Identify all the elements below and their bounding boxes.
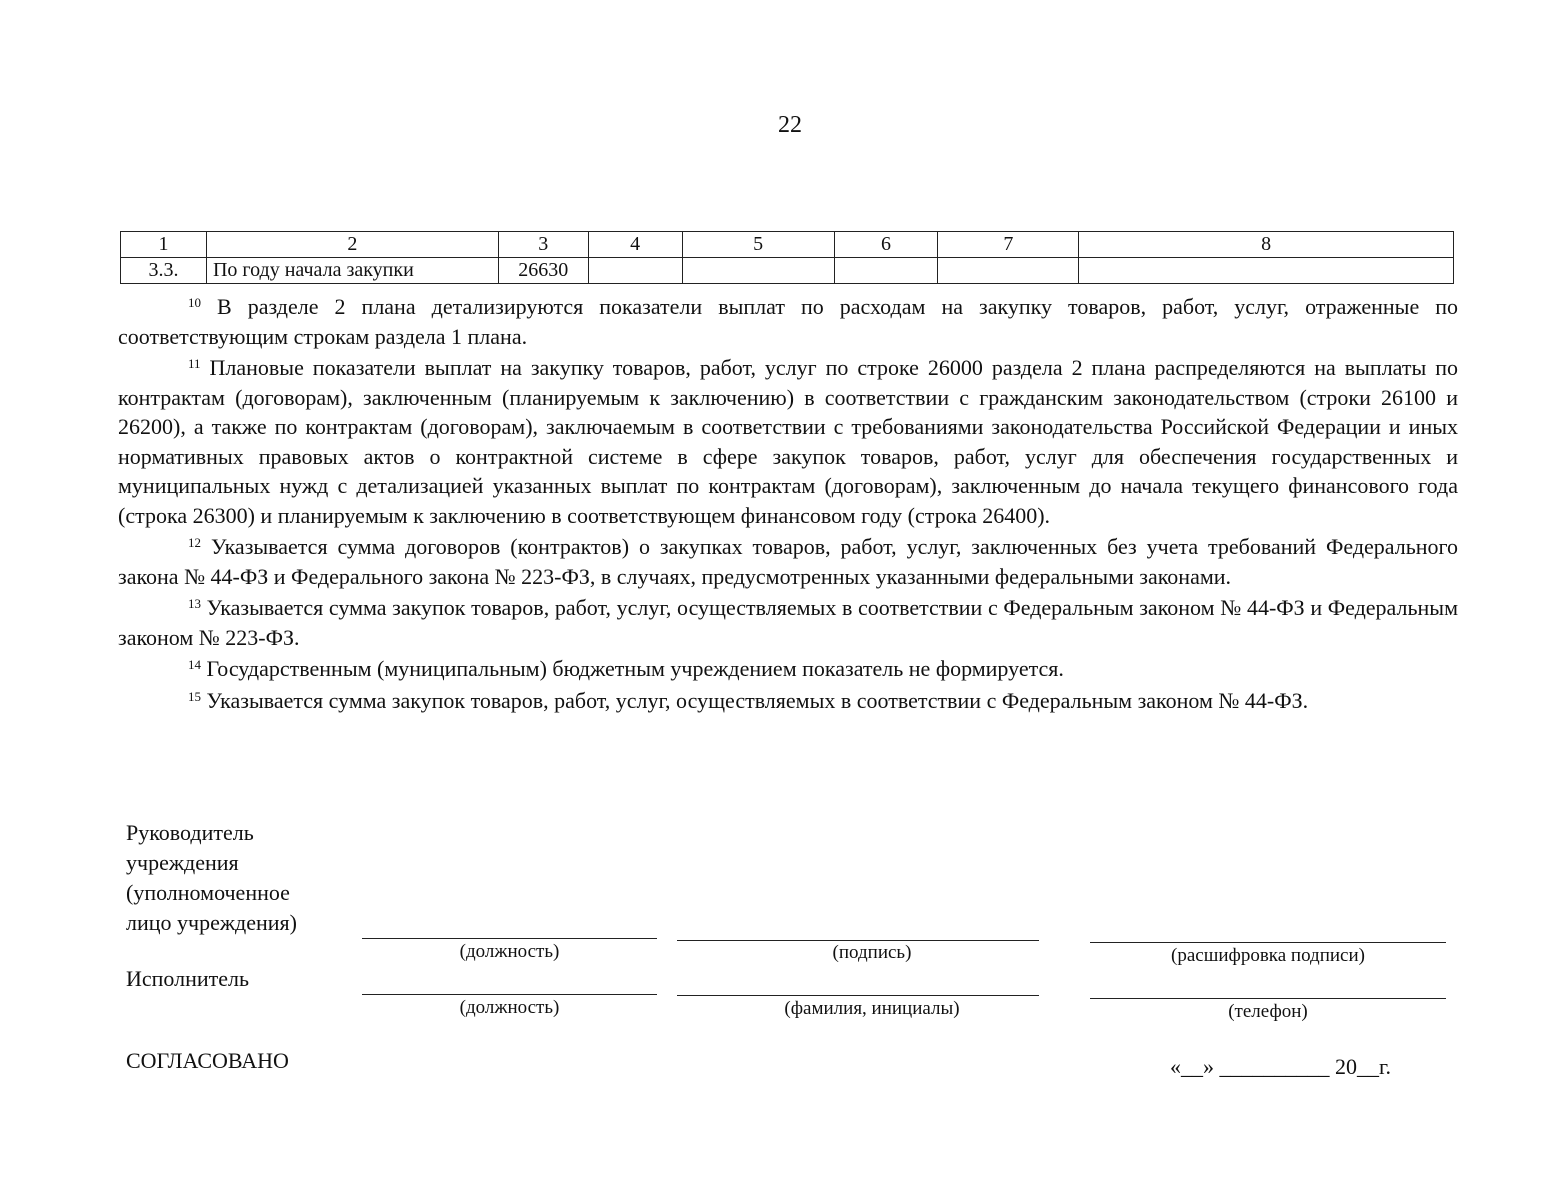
table-cell — [834, 258, 938, 284]
table-header-cell: 3 — [498, 232, 588, 258]
executor-position-line[interactable] — [362, 994, 657, 995]
signature-decoding-caption: (расшифровка подписи) — [1171, 945, 1365, 966]
footnote-text: Указывается сумма закупок товаров, работ, услуг, осуществляемых в соответствии с Федеральным законом № 44-ФЗ. — [206, 687, 1309, 713]
footnote-number: 11 — [188, 356, 201, 371]
position-signature-line[interactable] — [362, 938, 657, 939]
table-cell — [682, 258, 834, 284]
footnote-number: 13 — [188, 596, 201, 611]
signature-caption: (подпись) — [832, 942, 912, 963]
footnote-text: Государственным (муниципальным) бюджетным учреждением показатель не формируется. — [206, 656, 1064, 681]
signature-decoding-line[interactable] — [1090, 942, 1446, 943]
executor-name-line[interactable] — [677, 995, 1039, 996]
footnote-text: Плановые показатели выплат на закупку товаров, работ, услуг по строке 26000 раздела 2 плана распределяются на выплаты по контрактам (договорам), заключенным (планируемым к заключению) в соответствии с гражданским законодательством (строки 26100 и 26200), а также по контрактам (договорам), заключаемым в соответствии с требованиями законодательства Российской Федерации и иных нормативных правовых актов о контрактной системе в сфере закупок товаров, работ, услуг для обеспечения государственных и муниципальных нужд с детализацией указанных выплат по контрактам (договорам), заключенным до начала текущего финансового года (строка 26300) и планируемым к заключению в соответствующем финансовом году (строка 26400). — [118, 355, 1458, 528]
executor-phone-line[interactable] — [1090, 998, 1446, 999]
page-number: 22 — [778, 112, 802, 138]
table-header-cell: 4 — [588, 232, 682, 258]
table-header-cell: 7 — [938, 232, 1079, 258]
footnote — [118, 532, 1458, 591]
table-row — [121, 258, 1454, 284]
table-cell: 26630 — [498, 258, 588, 284]
footnote-number: 14 — [188, 657, 201, 672]
footnote — [118, 593, 1458, 652]
approval-date: «__» __________ 20__г. — [1170, 1054, 1392, 1079]
table-header-row — [121, 232, 1454, 258]
footnote — [118, 686, 1458, 716]
signature-line[interactable] — [677, 940, 1039, 941]
table-header-cell: 8 — [1079, 232, 1454, 258]
footnote — [118, 353, 1458, 530]
footnote-number: 15 — [188, 688, 201, 704]
footnote-number: 10 — [188, 295, 201, 310]
executor-position-caption: (должность) — [459, 997, 560, 1018]
table-cell — [1079, 258, 1454, 284]
footnote-number: 12 — [188, 535, 201, 550]
footnote-text: Указывается сумма договоров (контрактов) о закупках товаров, работ, услуг, заключенных без учета требований Федерального закона № 44-ФЗ и Федерального закона № 223-ФЗ, в случаях, предусмотренных указанными федеральными законами. — [118, 534, 1459, 589]
table-header-cell: 2 — [206, 232, 498, 258]
table-cell: По году начала закупки — [206, 258, 498, 284]
footnote — [118, 292, 1458, 351]
footnotes — [118, 292, 1458, 715]
footnote — [118, 654, 1458, 684]
executor-phone-caption: (телефон) — [1228, 1001, 1308, 1022]
table-header-cell: 6 — [834, 232, 938, 258]
position-caption: (должность) — [459, 941, 560, 962]
head-label: Руководитель учреждения (уполномоченное лицо учреждения) — [126, 820, 298, 935]
approved-label: СОГЛАСОВАНО — [126, 1048, 289, 1073]
table-cell — [938, 258, 1079, 284]
executor-name-caption: (фамилия, инициалы) — [784, 998, 960, 1019]
table-cell — [588, 258, 682, 284]
executor-label: Исполнитель — [126, 966, 250, 991]
table-header-cell: 1 — [121, 232, 207, 258]
table-header-cell: 5 — [682, 232, 834, 258]
table-cell: 3.3. — [121, 258, 207, 284]
footnote-text: В разделе 2 плана детализируются показатели выплат по расходам на закупку товаров, работ, услуг, отраженные по соответствующим строкам раздела 1 плана. — [118, 294, 1459, 349]
footnote-text: Указывается сумма закупок товаров, работ, услуг, осуществляемых в соответствии с Федеральным законом № 44-ФЗ и Федеральным законом № 223-ФЗ. — [118, 595, 1458, 650]
data-table — [120, 231, 1454, 284]
